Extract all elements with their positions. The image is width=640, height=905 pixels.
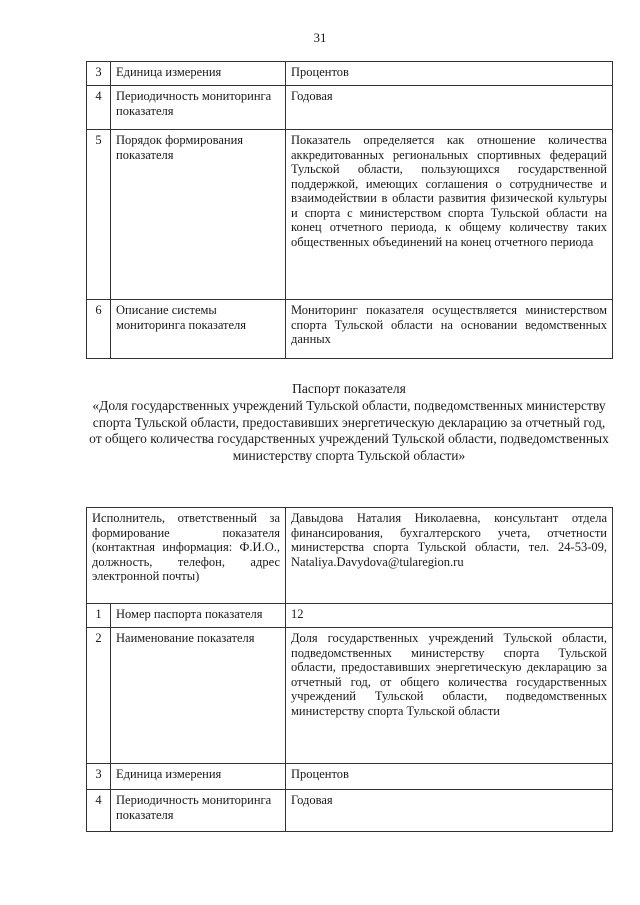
- table-row: [87, 764, 613, 790]
- table-row: [87, 62, 613, 86]
- table-row: [87, 790, 613, 832]
- row-value: Процентов: [286, 62, 613, 86]
- row-number: 4: [87, 86, 111, 130]
- table-row: [87, 86, 613, 130]
- row-label: Наименование показателя: [111, 628, 286, 764]
- row-label: Периодичность мониторинга показателя: [111, 86, 286, 130]
- page-number: 31: [313, 30, 327, 45]
- table-row: [87, 300, 613, 359]
- table-row: [87, 508, 613, 604]
- passport-heading: [86, 381, 612, 465]
- row-value: 12: [286, 604, 613, 628]
- row-value: Показатель определяется как отношение количества аккредитованных региональных спортивных федераций Тульской области, пользующихся государственной поддержкой, имеющих соглашения о сотрудничестве и взаимодействии в области развития физической культуры и спорта с министерством спорта Тульской области на конец отчетного периода, к общему количеству таких общественных объединений на конец отчетного периода: [286, 130, 613, 300]
- row-number: 3: [87, 764, 111, 790]
- executor-label: Исполнитель, ответственный за формирование показателя (контактная информация: Ф.И.О., должность, телефон, адрес электронной почты): [87, 508, 286, 604]
- row-value: Годовая: [286, 86, 613, 130]
- row-number: 2: [87, 628, 111, 764]
- passport-subtitle: «Доля государственных учреждений Тульской области, подведомственных министерству спорта Тульской области, предоставивших энергетическую декларацию за отчетный год, от общего количества государственных учреждений Тульской области, подведомственных министерству спорта Тульской области»: [89, 397, 609, 464]
- row-number: 6: [87, 300, 111, 359]
- row-number: 3: [87, 62, 111, 86]
- row-label: Описание системы мониторинга показателя: [111, 300, 286, 359]
- row-value: Годовая: [286, 790, 613, 832]
- table-row: [87, 604, 613, 628]
- row-label: Периодичность мониторинга показателя: [111, 790, 286, 832]
- row-value: Мониторинг показателя осуществляется министерством спорта Тульской области на основании ведомственных данных: [286, 300, 613, 359]
- row-label: Порядок формирования показателя: [111, 130, 286, 300]
- executor-value: Давыдова Наталия Николаевна, консультант отдела финансирования, бухгалтерского учета, отчетности министерства спорта Тульской области, тел. 24-53-09, Nataliya.Davydova@tularegion.ru: [286, 508, 613, 604]
- table-row: [87, 628, 613, 764]
- row-number: 4: [87, 790, 111, 832]
- row-value: Доля государственных учреждений Тульской области, подведомственных министерству спорта Тульской области, предоставивших энергетическую декларацию за отчетный год, от общего количества государственных учреждений Тульской области, подведомственных министерству спорта Тульской области: [286, 628, 613, 764]
- passport-title: Паспорт показателя: [292, 381, 406, 396]
- row-number: 1: [87, 604, 111, 628]
- indicator-passport-table: [86, 507, 613, 832]
- row-label: Единица измерения: [111, 62, 286, 86]
- table-row: [87, 130, 613, 300]
- row-value: Процентов: [286, 764, 613, 790]
- row-label: Номер паспорта показателя: [111, 604, 286, 628]
- row-number: 5: [87, 130, 111, 300]
- indicator-table-continued: [86, 61, 613, 359]
- row-label: Единица измерения: [111, 764, 286, 790]
